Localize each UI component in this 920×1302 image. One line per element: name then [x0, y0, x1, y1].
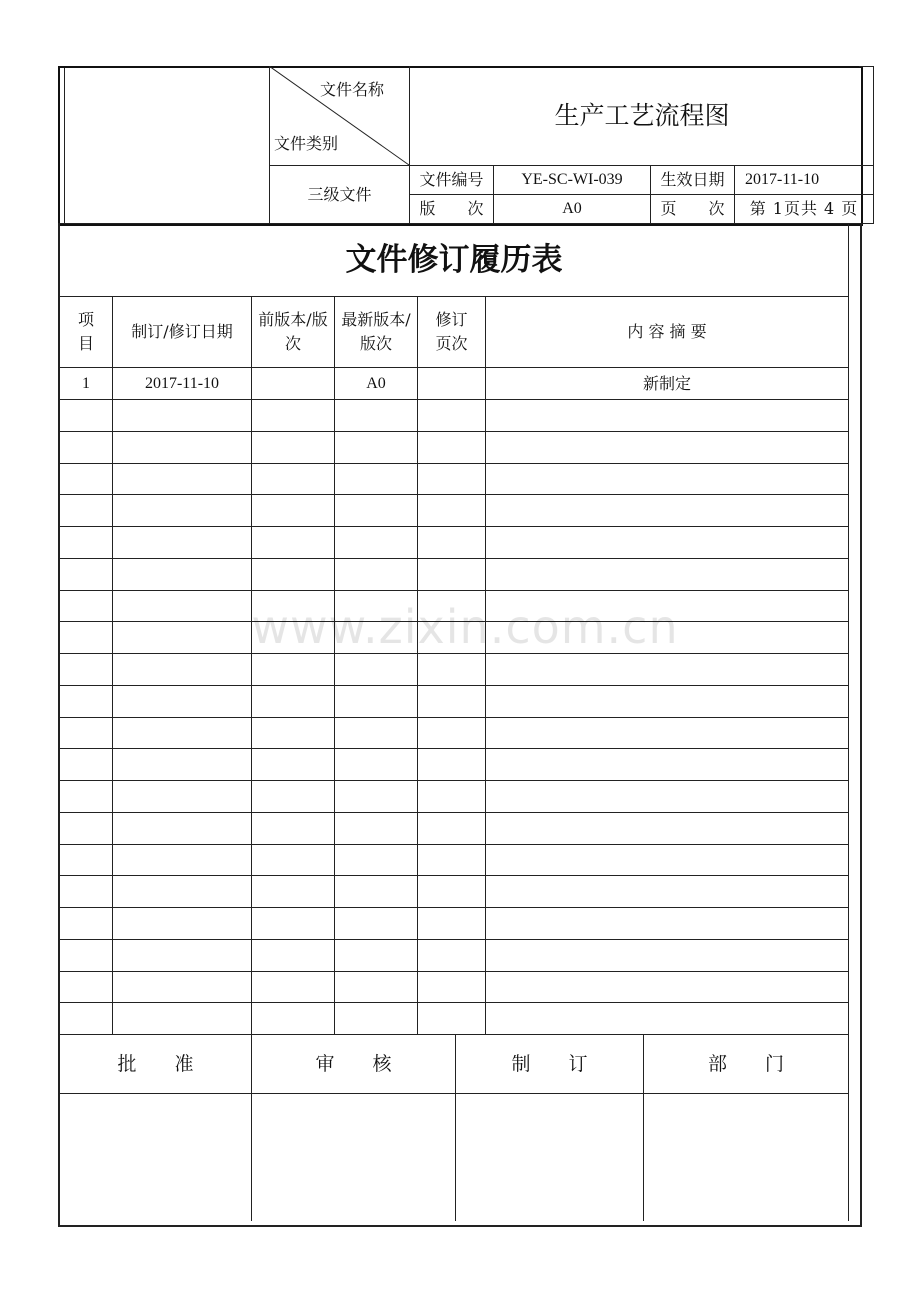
page-label: 页 次 — [660, 199, 725, 218]
table-row-1-item: 1 — [82, 374, 90, 392]
table-row — [59, 494, 849, 495]
body-right-border — [860, 223, 862, 1227]
page-info: 第 1页共 4 页 — [749, 199, 859, 218]
table-row-1-revised-pages — [418, 368, 485, 399]
table-row — [59, 526, 849, 527]
col-line-5 — [485, 296, 486, 1035]
table-row — [59, 939, 849, 940]
col-header-date: 制订/修订日期 — [131, 322, 233, 341]
department-label: 部 门 — [707, 1053, 784, 1075]
body-inner-right — [848, 223, 849, 1221]
effective-date-label: 生效日期 — [660, 170, 725, 189]
revision-table-title: 文件修订履历表 — [345, 242, 563, 278]
review-signature-box — [252, 1094, 455, 1221]
department-signature-box — [644, 1094, 848, 1221]
table-row — [59, 812, 849, 813]
review-label: 审 核 — [315, 1053, 392, 1075]
col-header-summary: 内 容 摘 要 — [627, 322, 707, 341]
table-row-1-summary: 新制定 — [642, 373, 691, 393]
approve-label: 批 准 — [117, 1053, 194, 1075]
table-row — [59, 431, 849, 432]
prepare-label: 制 订 — [511, 1053, 588, 1075]
table-row-1-new-version: A0 — [366, 374, 386, 392]
col-header-revised-pages: 修订页次 — [435, 310, 468, 353]
version-label: 版 次 — [419, 199, 484, 218]
table-row — [59, 748, 849, 749]
col-header-item: 项目 — [77, 310, 94, 353]
col-line-1 — [112, 296, 113, 1035]
prepare-signature-box — [456, 1094, 643, 1221]
table-row — [59, 463, 849, 464]
table-row — [59, 717, 849, 718]
col-line-2 — [251, 296, 252, 1035]
approve-signature-box — [60, 1094, 251, 1221]
effective-date-value: 2017-11-10 — [745, 171, 820, 188]
document-level: 三级文件 — [307, 184, 372, 204]
file-no-label: 文件编号 — [419, 170, 484, 189]
header-bottom-extra — [58, 223, 874, 224]
table-row — [59, 844, 849, 845]
table-row — [59, 875, 849, 876]
file-name-label: 文件名称 — [320, 80, 385, 99]
col-header-prev-version: 前版本/版次 — [258, 310, 328, 353]
table-row — [59, 399, 849, 400]
document-title: 生产工艺流程图 — [554, 101, 730, 130]
watermark: www.zixin.com.cn — [251, 600, 679, 654]
table-row — [59, 653, 849, 654]
table-row-1-prev-version — [252, 368, 334, 399]
table-row — [59, 1002, 849, 1003]
body-bottom-border — [58, 1225, 862, 1227]
col-line-3 — [334, 296, 335, 1035]
table-row — [59, 685, 849, 686]
table-row — [59, 907, 849, 908]
logo-area — [64, 68, 269, 222]
col-line-4 — [417, 296, 418, 1035]
table-row — [59, 621, 849, 622]
table-row — [59, 780, 849, 781]
col-header-new-version: 最新版本/版次 — [341, 310, 411, 353]
table-row-1-date: 2017-11-10 — [144, 374, 220, 392]
file-no-value: YE-SC-WI-039 — [521, 171, 623, 188]
version-value: A0 — [562, 200, 582, 217]
file-category-label: 文件类别 — [274, 134, 339, 153]
header-top-extra — [859, 66, 874, 67]
table-row — [59, 558, 849, 559]
table-row — [59, 971, 849, 972]
table-row — [59, 590, 849, 591]
